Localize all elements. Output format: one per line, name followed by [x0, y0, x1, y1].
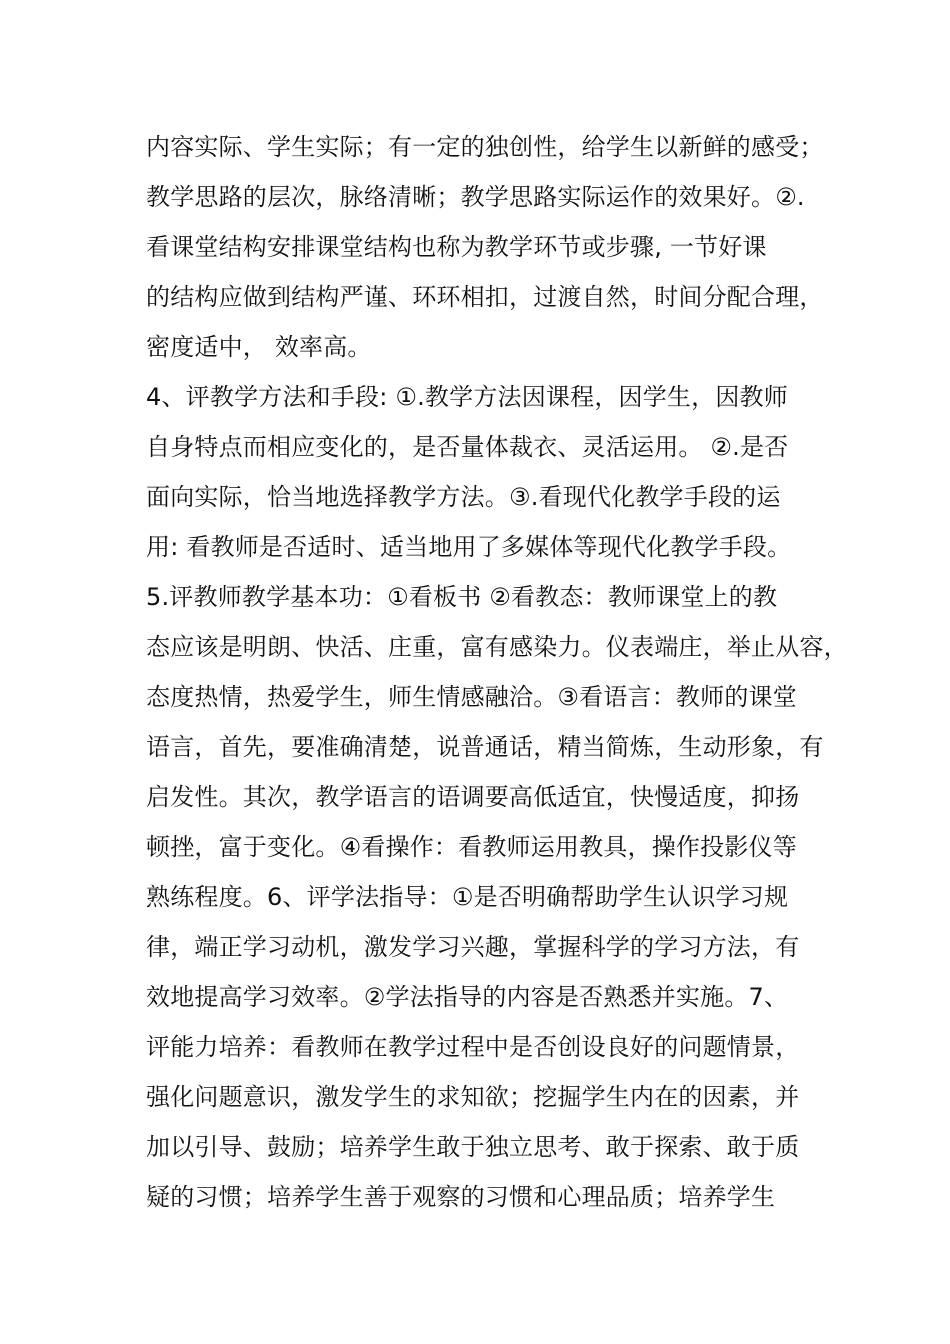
text-line: 态度热情，热爱学生，师生情感融洽。③看语言：教师的课堂: [146, 683, 797, 711]
text-line: 评能力培养：看教师在教学过程中是否创设良好的问题情景，: [146, 1033, 800, 1061]
text-line: 看课堂结构安排课堂结构也称为教学环节或步骤, 一节好课: [146, 233, 767, 261]
text-line: 强化问题意识，激发学生的求知欲；挖掘学生内在的因素，并: [146, 1083, 800, 1111]
text-line: 的结构应做到结构严谨、环环相扣，过渡自然，时间分配合理，: [146, 283, 824, 311]
text-line: 4、评教学方法和手段: ①.教学方法因课程，因学生，因教师: [146, 383, 788, 411]
text-line: 面向实际，恰当地选择教学方法。③.看现代化教学手段的运: [146, 483, 781, 511]
text-line: 用: 看教师是否适时、适当地用了多媒体等现代化教学手段。: [146, 533, 792, 561]
text-line: 疑的习惯；培养学生善于观察的习惯和心理品质；培养学生: [146, 1183, 776, 1211]
body-text: [146, 122, 846, 1222]
text-line: 律，端正学习动机，激发学习兴趣，掌握科学的学习方法，有: [146, 933, 800, 961]
text-line: 5.评教师教学基本功：①看板书 ②看教态：教师课堂上的教: [146, 583, 778, 611]
text-line: 态应该是明朗、快活、庄重，富有感染力。仪表端庄，举止从容，: [146, 633, 848, 661]
text-line: 顿挫，富于变化。④看操作：看教师运用教具，操作投影仪等: [146, 833, 797, 861]
text-line: 自身特点而相应变化的，是否量体裁衣、灵活运用。 ②.是否: [146, 433, 789, 461]
text-line: 语言，首先，要准确清楚，说普通话，精当简炼，生动形象，有: [146, 733, 824, 761]
text-line: 效地提高学习效率。②学法指导的内容是否熟悉并实施。7、: [146, 983, 789, 1011]
text-line: 熟练程度。6、评学法指导：①是否明确帮助学生认识学习规: [146, 883, 789, 911]
text-line: 加以引导、鼓励；培养学生敢于独立思考、敢于探索、敢于质: [146, 1133, 800, 1161]
text-line: 密度适中， 效率高。: [146, 333, 372, 361]
text-line: 启发性。其次，教学语言的语调要高低适宜，快慢适度，抑扬: [146, 783, 800, 811]
text-line: 教学思路的层次，脉络清晰；教学思路实际运作的效果好。②.: [146, 183, 805, 211]
text-line: 内容实际、学生实际；有一定的独创性，给学生以新鲜的感受；: [146, 133, 824, 161]
